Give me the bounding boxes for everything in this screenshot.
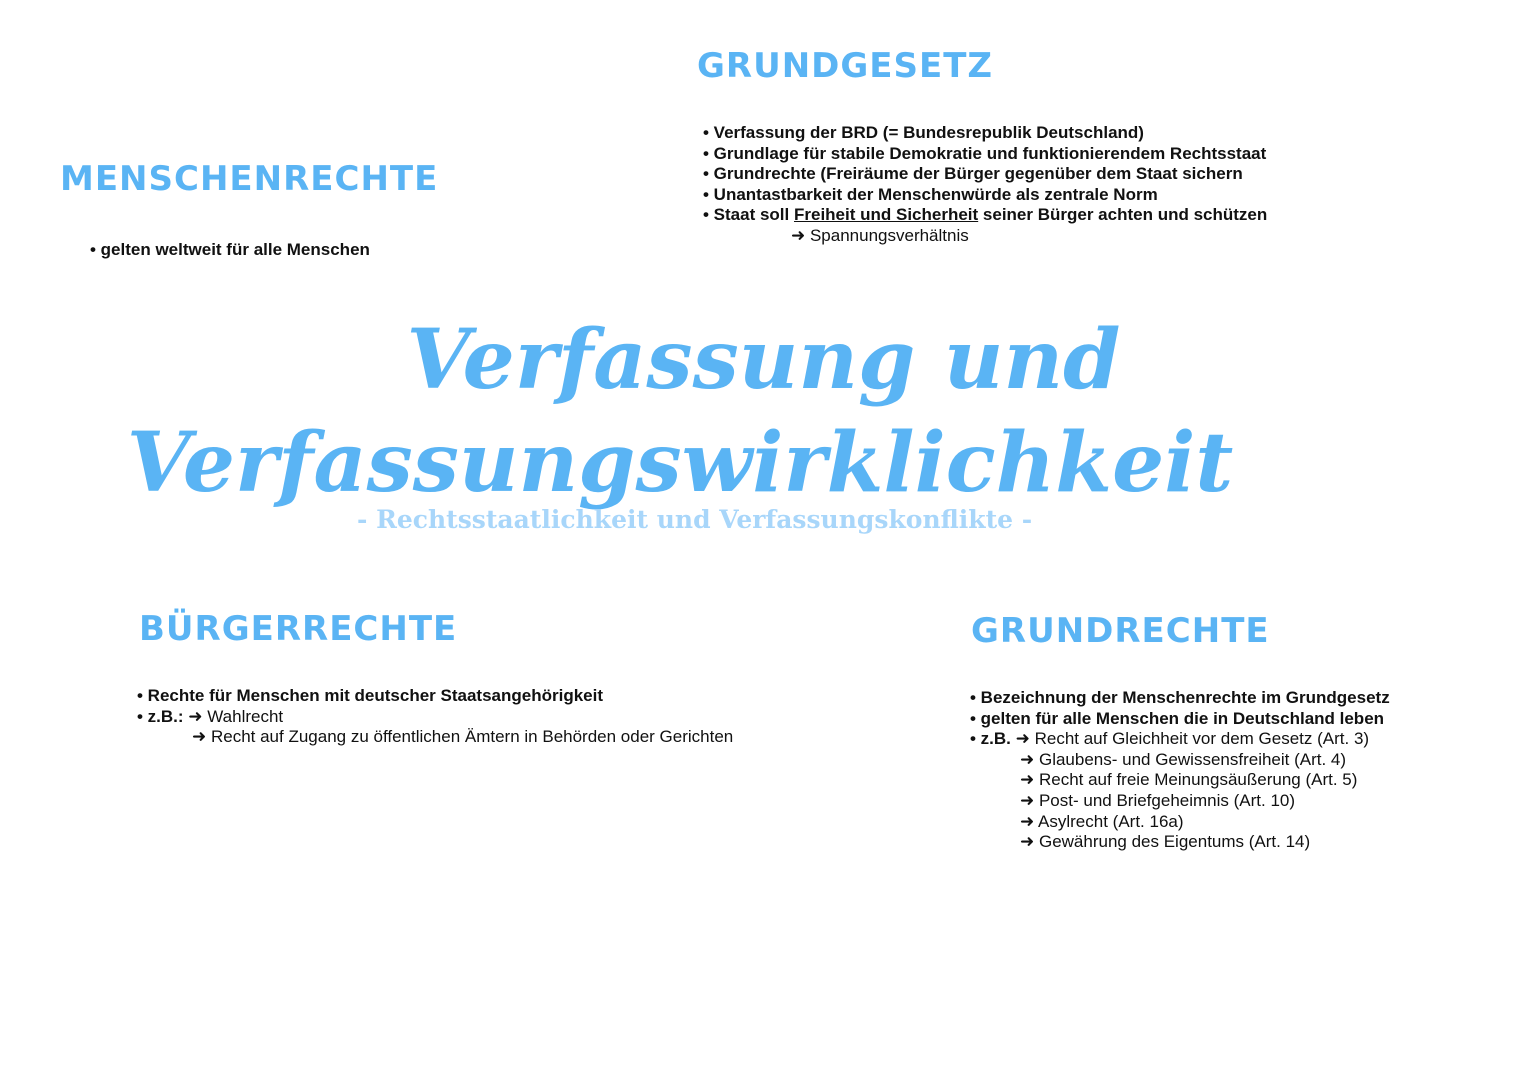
heading-menschenrechte: MENSCHENRECHTE: [60, 159, 439, 199]
underlined-phrase: Freiheit und Sicherheit: [793, 205, 979, 225]
grundrechte-list: [970, 688, 1390, 853]
list-item: • Unantastbarkeit der Menschenwürde als zentrale Norm: [703, 184, 1158, 204]
list-item: • Rechte für Menschen mit deutscher Staatsangehörigkeit: [137, 686, 604, 705]
item-text: ➜ Wahlrecht: [183, 706, 284, 726]
sub-item: ➜ Recht auf Zugang zu öffentlichen Ämtern in Behörden oder Gerichten: [192, 727, 734, 747]
list-item: [137, 707, 733, 728]
heading-buergerrechte: BÜRGERRECHTE: [139, 609, 458, 649]
example-label: • z.B.: [970, 729, 1011, 749]
list-item: • Bezeichnung der Menschenrechte im Grundgesetz: [970, 688, 1390, 707]
item-text: • Staat soll: [703, 205, 794, 225]
heading-grundgesetz: GRUNDGESETZ: [697, 46, 994, 86]
list-item: • gelten für alle Menschen die in Deutschland leben: [970, 708, 1385, 728]
list-item: [703, 205, 1267, 226]
sub-item: ➜ Recht auf freie Meinungsäußerung (Art. 5): [1020, 770, 1358, 790]
sub-item: ➜ Post- und Briefgeheimnis (Art. 10): [1020, 790, 1296, 810]
sub-item: ➜ Gewährung des Eigentums (Art. 14): [1020, 832, 1311, 852]
title-line-2: Verfassungswirklichkeit: [126, 415, 1234, 511]
list-item: • gelten weltweit für alle Menschen: [90, 240, 370, 259]
grundgesetz-list: [703, 123, 1267, 247]
list-item: • Verfassung der BRD (= Bundesrepublik Deutschland): [703, 123, 1144, 142]
sub-item: ➜ Spannungsverhältnis: [791, 225, 969, 245]
buergerrechte-list: [137, 686, 733, 748]
list-item: • Grundrechte (Freiräume der Bürger gegenüber dem Staat sichern: [703, 164, 1243, 184]
title-line-1: Verfassung und: [406, 312, 1121, 408]
list-item: [970, 729, 1390, 750]
sub-item: ➜ Glaubens- und Gewissensfreiheit (Art. 4): [1020, 749, 1347, 769]
menschenrechte-list: [90, 240, 370, 261]
heading-grundrechte: GRUNDRECHTE: [971, 611, 1270, 651]
example-label: • z.B.:: [137, 706, 184, 726]
item-text: seiner Bürger achten und schützen: [978, 205, 1268, 225]
item-text: ➜ Recht auf Gleichheit vor dem Gesetz (Art. 3): [1010, 729, 1370, 749]
subtitle: - Rechtsstaatlichkeit und Verfassungskonflikte -: [357, 505, 1033, 534]
sub-item: ➜ Asylrecht (Art. 16a): [1020, 811, 1184, 831]
list-item: • Grundlage für stabile Demokratie und funktionierendem Rechtsstaat: [703, 143, 1267, 163]
